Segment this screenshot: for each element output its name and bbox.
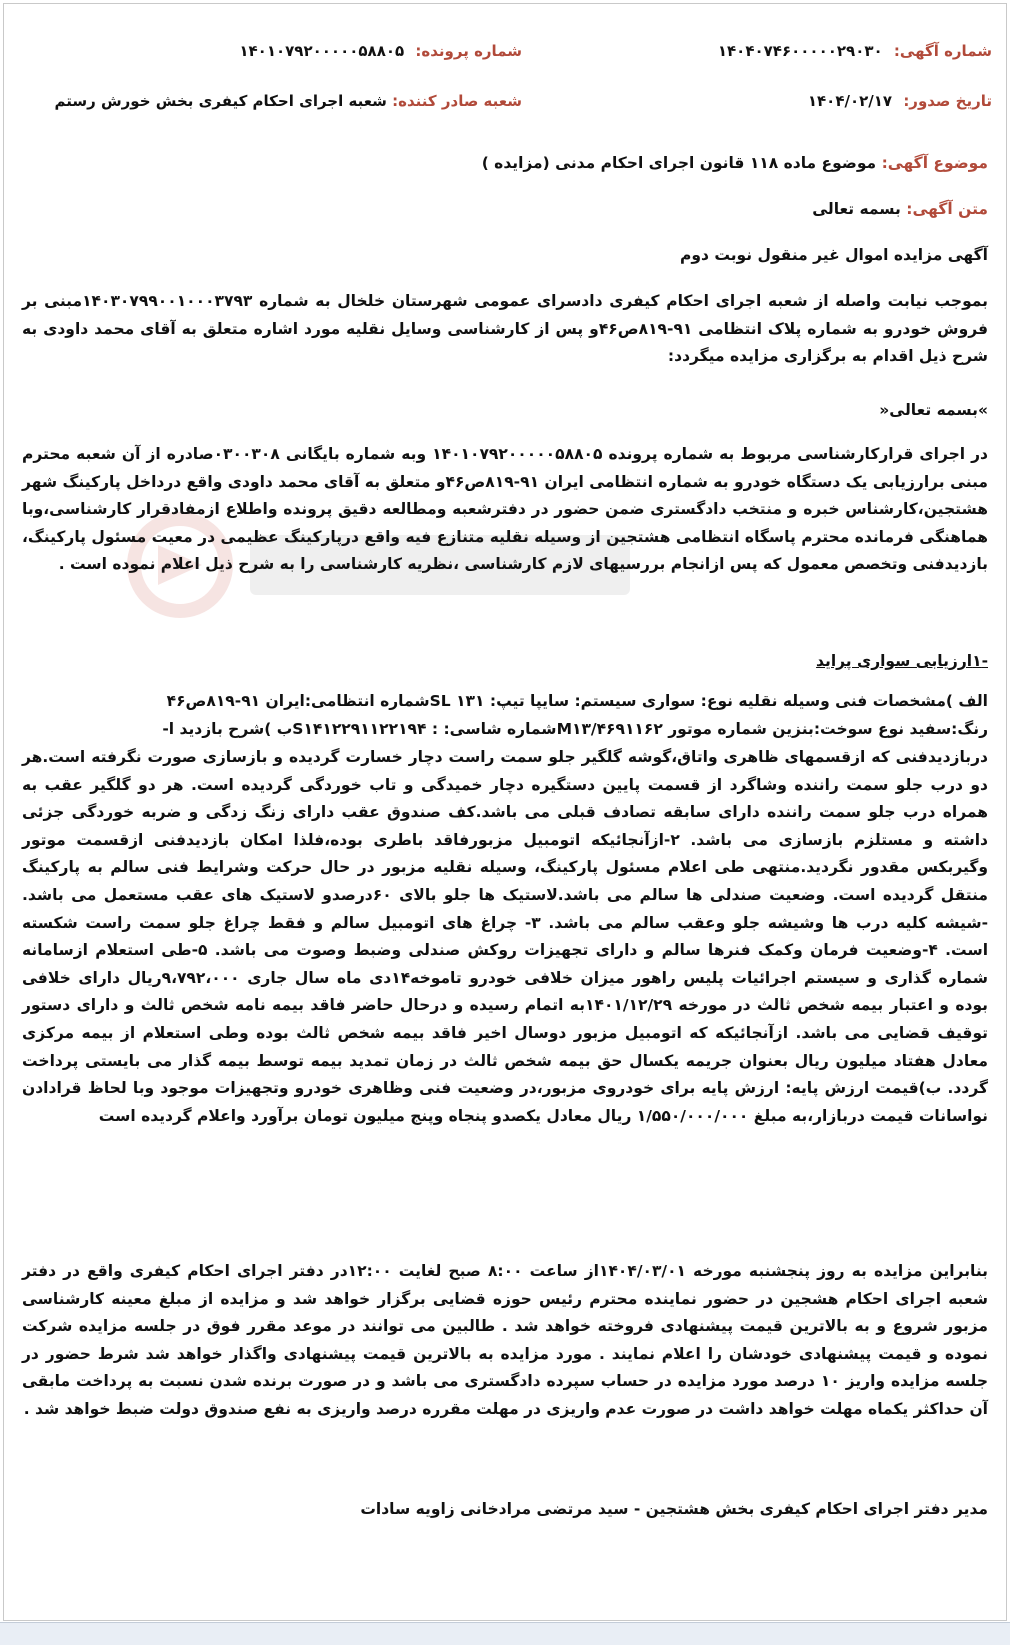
header-row-1 (18, 42, 992, 70)
issue-date-label: تاریخ صدور: (903, 92, 992, 110)
basmala-line: »بسمه تعالی« (879, 401, 988, 419)
subject-value: موضوع ماده ۱۱۸ قانون اجرای احکام مدنی (مزایده ) (481, 154, 877, 172)
subject-line (22, 150, 988, 178)
issuer (54, 92, 522, 110)
case-number-value: ۱۴۰۱۰۷۹۲۰۰۰۰۰۵۸۸۰۵ (239, 42, 405, 60)
issue-date-value: ۱۴۰۴/۰۲/۱۷ (807, 92, 893, 110)
case-number-label: شماره پرونده: (415, 42, 522, 60)
body-opening: بسمه تعالی (812, 200, 901, 218)
header-row-2 (18, 92, 992, 120)
case-number (239, 42, 522, 60)
body-label: متن آگهی: (906, 200, 988, 218)
footer-bar (0, 1622, 1010, 1645)
ad-number-value: ۱۴۰۴۰۷۴۶۰۰۰۰۰۲۹۰۳۰ (717, 42, 883, 60)
section-title: -۱ارزیابی سواری پراید (816, 652, 988, 670)
issuer-label: شعبه صادر کننده: (392, 92, 522, 110)
assessment-paragraph: دربازدیدفنی که ازقسمهای ظاهری واتاق،گوشه گلگیر جلو سمت راست دچار خسارت گردیده و بازسازی صورت نگرفته است.هر دو درب جلو سمت راننده وشاگرد از قسمت پایین دستگیره دچار خمیدگی و تاب خوردگی گردیده است. هر دو گلگیر عقب به همراه درب جلو سمت راننده دارای سابقه تصادف قبلی می باشد.کف صندوق عقب دارای زنگ زدگی و ضربه خوردگی جزئی داشته و مستلزم بازسازی می باشد. ۲-ازآنجائیکه اتومبیل مزبورفاقد باطری بوده،فلذا امکان بازدیدفنی ازقسمت موتور وگیربکس مقدور نگردید.منتهی طی اعلام مسئول پارکینگ، وسیله نقلیه مزبور در حال حرکت وشرایط فنی سالم به پارکینگ منتقل گردیده است. وضعیت صندلی ها سالم می باشد.لاستیک ها جلو بالای ۶۰درصدو لاستیک های عقب مستعمل می باشد. -شیشه کلیه درب ها وشیشه جلو وعقب سالم می باشد. ۳- چراغ های اتومبیل سالم و فقط چراغ جلو سمت راست شکسته است. ۴-وضعیت فرمان وکمک فنرها سالم و دارای تجهیزات روکش صندلی وضبط وصوت می باشد. ۵-طی استعلام ازسامانه شماره گذاری و سیستم اجرائیات پلیس راهور میزان خلافی خودرو تاموخه۱۴دی ماه سال جاری ۹،۷۹۲،۰۰۰ریال دارای خلافی بوده و اعتبار بیمه شخص ثالث در مورخه ۱۴۰۱/۱۲/۲۹به اتمام رسیده و درحال حاضر فاقد بیمه نامه شخص ثالث و دارای دستور توقیف قضایی می باشد. ازآنجائیکه که اتومبیل مزبور دوسال اخیر فاقد بیمه شخص ثالث بوده وطی استعلام از بیمه مرکزی معادل هفتاد میلیون ریال بعنوان جریمه یکسال حق بیمه شخص ثالث در زمان تمدید بیمه توسط بیمه گذار می بایستی پرداخت گردد. ب)قیمت ارزش پایه: ارزش پایه برای خودروی مزبور،در وضعیت فنی وظاهری خودرو وتجهیزات موجود وبا لحاظ قرادادن نواسانات قیمت دربازار،به مبلغ ۱/۵۵۰/۰۰۰/۰۰۰ ریال معادل یکصدو پنجاه وپنج میلیون تومان برآورد واعلام گردیده است (22, 748, 989, 1125)
body-opening-line (22, 196, 988, 224)
ad-number (718, 42, 992, 60)
auction-paragraph: بنابراین مزایده به روز پنجشنبه مورخه ۱۴۰۴/۰۳/۰۱از ساعت ۸:۰۰ صبح لغایت ۱۲:۰۰در دفتر اجرای احکام کیفری واقع در دفتر شعبه اجرای احکام هشجین در حضور نماینده محترم رئیس حوزه قضایی برگزار خواهد شد و مزایده از مبلغ معینه کارشناسی مزبور شروع و به بالاترین قیمت پیشنهادی فروخته خواهد شد . طالبین می توانند در موعد مقرر فوق در جلسه مزایده شرکت نموده و قیمت پیشنهادی خودشان را اعلام نمایند . مورد مزایده به بالاترین قیمت پیشنهادی واگذار خواهد شد شرط حضور در جلسه مزایده واریز ۱۰ درصد مورد مزایده در حساب سپرده دادگستری می باشد و در صورت برنده شدن نسبت به پرداخت مابقی آن حداکثر یکماه مهلت خواهد داشت در صورت عدم واریزی در مهلت مقرره درصد واریزی به نفع صندوق دولت ضبط خواهد شد . (22, 1262, 988, 1418)
issue-date (808, 92, 992, 110)
subject-label: موضوع آگهی: (881, 154, 988, 172)
intro-paragraph: بموجب نیابت واصله از شعبه اجرای احکام کیفری دادسرای عمومی شهرستان خلخال به شماره ۱۴۰۳۰۷۹۹۰۰۱۰۰۰۳۷۹۳مبنی بر فروش خودرو به شماره پلاک انتظامی ۹۱-۸۱۹ص۴۶و پس از کارشناسی وسایل نقلیه مورد اشاره متعلق به آقای محمد داودی به شرح ذیل اقدام به برگزاری مزایده میگردد: (22, 292, 988, 366)
expert-paragraph: در اجرای قرارکارشناسی مربوط به شماره پرونده ۱۴۰۱۰۷۹۲۰۰۰۰۰۵۸۸۰۵ وبه شماره بایگانی ۰۳۰۰۳۰۸صادره از آن شعبه محترم مبنی برارزیابی یک دستگاه خودرو به شماره انتظامی ایران ۹۱-۸۱۹ص۴۶و متعلق به آقای محمد داودی واقع درداخل پارکینگ شهر هشتجین،کارشناس خبره و منتخب دادگستری ضمن حضور در دفترشعبه ومطالعه دقیق پرونده واطلاع ازمفادقرار کارشناسی،وبا هماهنگی فرمانده محترم پاسگاه انتظامی هشتجین از وسیله نقلیه متنازع فیه واقع درپارکینگ عظیمی در معیت مسئول پارکینگ، بازدیدفنی وتخصص معمول که پس ازانجام بررسیهای لازم کارشناسی ،نظریه کارشناسی را به شرح ذیل اعلام نموده است . (22, 445, 988, 574)
spec-line-2: رنگ:سفید نوع سوخت:بنزین شماره موتور M۱۳/۴۶۹۱۱۶۲شماره شاسی: : S۱۴۱۲۲۹۱۱۲۲۱۹۴ب )شرح بازدید ا- (162, 720, 988, 738)
notice-title: آگهی مزایده اموال غیر منقول نوبت دوم (679, 246, 988, 264)
issuer-value: شعبه اجرای احکام کیفری بخش خورش رستم (54, 92, 387, 110)
spec-line-1: الف )مشخصات فنی وسیله نقلیه نوع: سواری سیستم: سایپا تیپ: ۱۳۱ SLشماره انتظامی:ایران ۹۱-۸۱۹ص۴۶ (166, 692, 988, 710)
signature-line: مدیر دفتر اجرای احکام کیفری بخش هشتجین - سید مرتضی مرادخانی زاویه سادات (360, 1500, 988, 1518)
ad-number-label: شماره آگهی: (893, 42, 992, 60)
